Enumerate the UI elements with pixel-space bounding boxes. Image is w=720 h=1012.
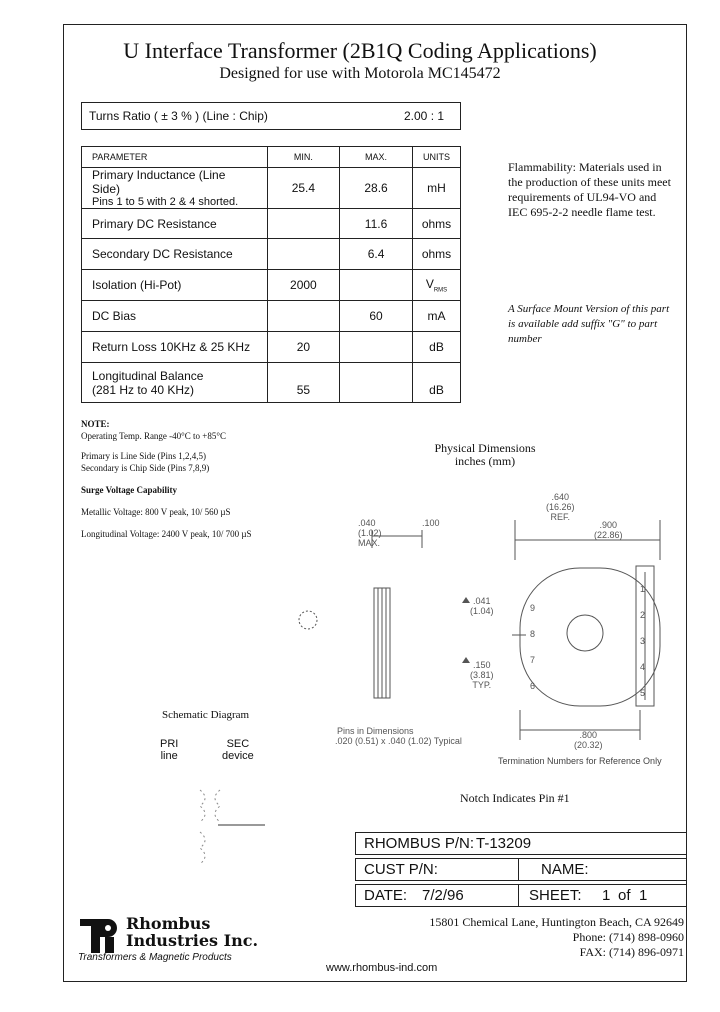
smt-version-note: A Surface Mount Version of this part is available add suffix "G" to part number [508, 303, 670, 345]
sheet-of: of [618, 887, 631, 904]
schematic-pri-label: PRI line [160, 738, 179, 762]
rhombus-logo-icon [78, 915, 120, 955]
min-cell: 2000 [267, 270, 339, 301]
max-cell: 6.4 [340, 239, 413, 270]
company-tagline: Transformers & Magnetic Products [78, 952, 232, 963]
units-cell [413, 270, 461, 301]
max-cell: 11.6 [340, 209, 413, 239]
note-heading: NOTE: [81, 419, 110, 429]
note-secondary: Secondary is Chip Side (Pins 7,8,9) [81, 463, 210, 473]
dim-ref-width: .640 (16.26) REF. [546, 492, 575, 522]
name-label: NAME: [541, 861, 589, 878]
note-longitudinal: Longitudinal Voltage: 2400 V peak, 10/ 700 µS [81, 529, 252, 539]
document-subtitle: Designed for use with Motorola MC145472 [219, 65, 501, 82]
max-cell [340, 363, 413, 403]
company-address-block [400, 915, 684, 960]
pin-labels-left: 9 8 7 6 [530, 603, 536, 691]
cust-pn-label: CUST P/N: [364, 861, 438, 878]
units-cell: ohms [413, 239, 461, 270]
company-phone: Phone: (714) 898-0960 [572, 930, 684, 944]
schematic-sec-label: SEC device [222, 738, 254, 762]
note-surge-heading: Surge Voltage Capability [81, 485, 178, 495]
date-row [355, 884, 687, 907]
param-cell: Primary DC Resistance [82, 209, 268, 239]
dim-max-height: .040 (1.02) MAX. [358, 518, 382, 548]
dim-body-depth: .800 (20.32) [574, 730, 603, 750]
company-website: www.rhombus-ind.com [326, 962, 438, 974]
table-row [82, 363, 461, 403]
units-cell: mA [413, 301, 461, 332]
units-cell: dB [413, 363, 461, 403]
table-row [82, 301, 461, 332]
dim-body-width: .900 (22.86) [594, 520, 623, 540]
date-label: DATE: [364, 887, 408, 904]
units-subscript: RMS [433, 287, 448, 294]
min-cell [267, 301, 339, 332]
param-sublabel: (281 Hz to 40 KHz) [92, 382, 195, 397]
notch-note: Notch Indicates Pin #1 [460, 791, 570, 805]
notes-block [81, 418, 252, 540]
sheet-total: 1 [639, 887, 648, 904]
dim-pin-length: .150 (3.81) TYP. [470, 660, 494, 690]
table-row [82, 239, 461, 270]
header-min: MIN. [267, 147, 339, 168]
sheet-value: 1 [602, 887, 611, 904]
max-cell: 60 [340, 301, 413, 332]
table-row [82, 270, 461, 301]
param-cell [82, 168, 268, 209]
company-fax: FAX: (714) 896-0971 [579, 945, 684, 959]
max-cell [340, 270, 413, 301]
param-label: Longitudinal Balance [92, 368, 204, 383]
pn-row [355, 832, 687, 855]
param-sublabel: Pins 1 to 5 with 2 & 4 shorted. [92, 196, 239, 208]
phys-title: Physical Dimensions [434, 441, 536, 455]
units-cell: ohms [413, 209, 461, 239]
table-row [82, 168, 461, 209]
sheet-label: SHEET: [529, 887, 582, 904]
turns-ratio-label: Turns Ratio ( ± 3 % ) (Line : Chip) [89, 109, 268, 123]
table-row [82, 209, 461, 239]
pn-label: RHOMBUS P/N: [364, 835, 475, 852]
dim-pin-spacing: .100 [422, 518, 440, 528]
termination-note: Termination Numbers for Reference Only [498, 756, 662, 766]
pn-value: T-13209 [476, 835, 532, 852]
flammability-note: Flammability: Materials used in the production of these units meet requirements of UL94-VO and IEC 695-2-2 needle flame test. [508, 160, 671, 219]
spec-header-row [82, 147, 461, 168]
schematic-diagram [140, 770, 280, 890]
physical-dimensions-title [420, 442, 550, 468]
min-cell: 55 [267, 363, 339, 403]
param-cell: Isolation (Hi-Pot) [82, 270, 268, 301]
phys-units: inches (mm) [454, 454, 516, 468]
company-name-1: Rhombus [126, 914, 211, 933]
min-cell: 25.4 [267, 168, 339, 209]
spec-table [81, 146, 461, 403]
schematic-title: Schematic Diagram [162, 709, 250, 721]
max-cell: 28.6 [340, 168, 413, 209]
turns-ratio-value: 2.00 : 1 [404, 109, 445, 123]
min-cell [267, 209, 339, 239]
param-label: Primary Inductance (Line Side) [92, 168, 226, 196]
param-cell: Secondary DC Resistance [82, 239, 268, 270]
pin-labels-right: 1 2 3 4 5 [640, 584, 646, 698]
note-temp: Operating Temp. Range -40°C to +85°C [81, 431, 226, 441]
cust-row [355, 858, 687, 881]
company-address: 15801 Chemical Lane, Huntington Beach, CA 92649 [429, 915, 684, 929]
date-value: 7/2/96 [422, 887, 464, 904]
units-label: V [425, 276, 434, 291]
header-max: MAX. [340, 147, 413, 168]
dim-pin-dia: .041 (1.04) [470, 596, 494, 616]
table-row [82, 332, 461, 363]
pins-dimensions-note: Pins in Dimensions .020 (0.51) x .040 (1.02) Typical [335, 726, 462, 746]
min-cell [267, 239, 339, 270]
units-cell: mH [413, 168, 461, 209]
max-cell [340, 332, 413, 363]
min-cell: 20 [267, 332, 339, 363]
header-units: UNITS [413, 147, 461, 168]
turns-ratio-box [81, 102, 461, 130]
param-cell: DC Bias [82, 301, 268, 332]
note-metallic: Metallic Voltage: 800 V peak, 10/ 560 µS [81, 507, 231, 517]
note-primary: Primary is Line Side (Pins 1,2,4,5) [81, 451, 206, 461]
header-parameter: PARAMETER [82, 147, 268, 168]
document-title: U Interface Transformer (2B1Q Coding Applications) [123, 38, 597, 63]
units-cell: dB [413, 332, 461, 363]
param-cell: Return Loss 10KHz & 25 KHz [82, 332, 268, 363]
param-cell [82, 363, 268, 403]
company-name-2: Industries Inc. [126, 931, 259, 950]
